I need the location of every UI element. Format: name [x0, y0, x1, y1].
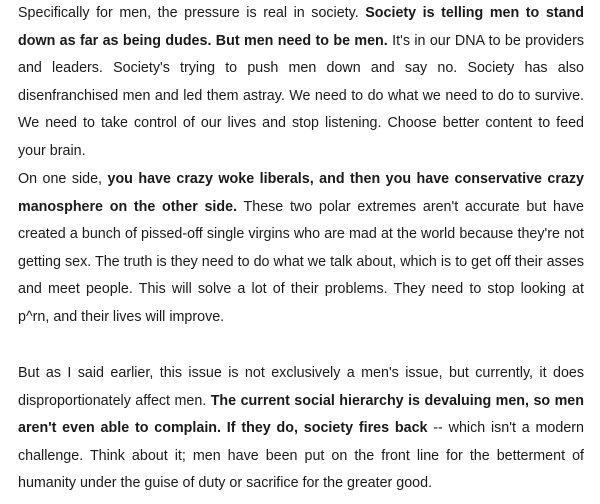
paragraph-1-bold-1: Society is telling men to stand down as far as being dudes. But men need to be men. [18, 5, 584, 49]
paragraph-2-bold-1: you have crazy woke liberals, and then you have conservative crazy manosphere on the other side. [18, 171, 584, 215]
paragraph-1 [18, 0, 584, 166]
paragraph-3-text-2: -- which isn't a modern challenge. Think about it; men have been put on the front line for the betterment of humanity under the guise of duty or sacrifice for the greater good. [18, 420, 584, 492]
paragraph-2-text-1: On one side, [18, 171, 108, 187]
paragraph-2-text-2: These two polar extremes aren't accurate but have created a bunch of pissed-off single virgins who are mad at the world because they're not getting sex. The truth is they need to do what we talk about, which is to get off their asses and meet people. This will solve a lot of their problems. They need to stop looking at p^rn, and their lives will improve. [18, 198, 584, 325]
paragraph-2 [18, 166, 584, 332]
paragraph-1-text-2: It's in our DNA to be providers and leaders. Society's trying to push men down and say no. Society has also disenfranchised men and led them astray. We need to do what we need to do to survive. We need to take control of our lives and stop listening. Choose better content to feed your brain. [18, 32, 584, 159]
paragraph-1-text-1: Specifically for men, the pressure is real in society. [18, 5, 366, 21]
paragraph-3-text-1: But as I said earlier, this issue is not exclusively a men's issue, but currently, it does disproportionately affect men. [18, 365, 584, 409]
paragraph-3 [18, 360, 584, 498]
paragraph-3-bold-1: The current social hierarchy is devaluing men, so men aren't even able to complain. If they do, society fires back [18, 392, 584, 437]
